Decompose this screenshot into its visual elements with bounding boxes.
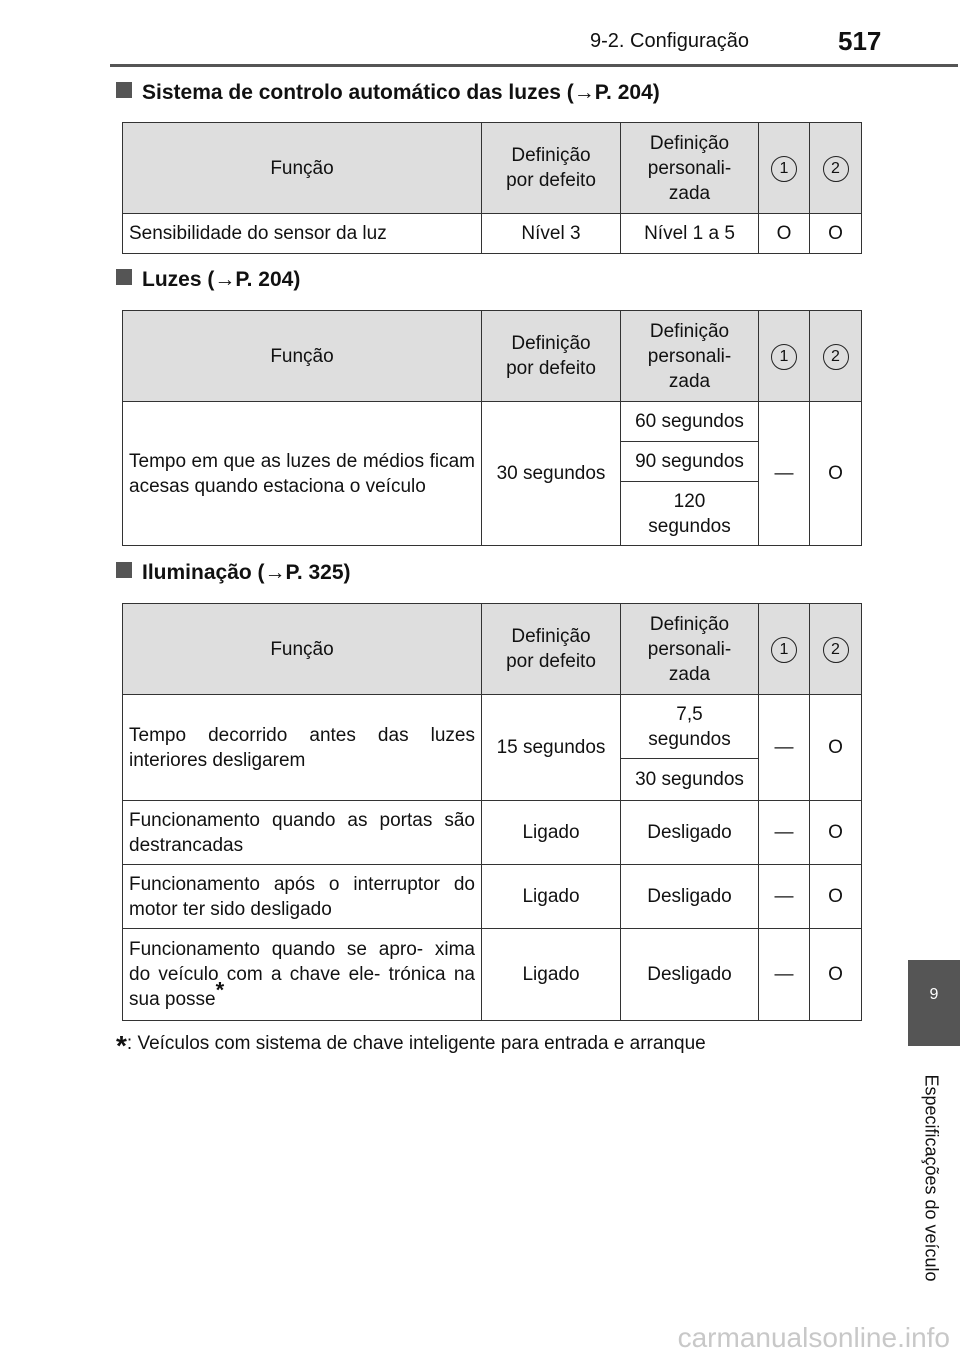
- cell-custom-option: 7,5 segundos: [621, 695, 759, 759]
- cell-c2: O: [810, 402, 862, 546]
- cell-funcao: Funcionamento quando as portas são destrancadas: [123, 801, 482, 865]
- cell-funcao: Sensibilidade do sensor da luz: [123, 214, 482, 254]
- footnote-text: : Veículos com sistema de chave inteligente para entrada e arranque: [126, 1033, 706, 1054]
- col-header-2: [810, 311, 862, 402]
- col-header-custom: Definição personali- zada: [621, 604, 759, 695]
- chapter-label: Especificações do veículo: [921, 1074, 942, 1282]
- chapter-label-vertical: [906, 1058, 956, 1298]
- footnote-asterisk: *: [116, 1030, 127, 1061]
- col-header-default: Definição por defeito: [482, 604, 621, 695]
- chapter-tab: [908, 960, 960, 1046]
- footnote: [116, 1030, 706, 1062]
- header-rule: [110, 64, 958, 67]
- col-header-2: [810, 604, 862, 695]
- cell-c1: —: [759, 929, 810, 1021]
- cell-custom: Nível 1 a 5: [621, 214, 759, 254]
- table-header-row: [123, 604, 862, 695]
- cell-custom-option: 60 segundos: [621, 402, 759, 442]
- section-heading-illumination: [116, 561, 351, 585]
- bullet-square-icon: [116, 562, 132, 578]
- cell-default: Nível 3: [482, 214, 621, 254]
- circled-2-icon: 2: [823, 344, 849, 370]
- header-section-title: 9-2. Configuração: [590, 30, 749, 52]
- col-header-default: Definição por defeito: [482, 123, 621, 214]
- col-header-1: [759, 311, 810, 402]
- cell-default: 15 segundos: [482, 695, 621, 801]
- col-header-1: [759, 123, 810, 214]
- table-row: [123, 214, 862, 254]
- cell-funcao: Funcionamento após o interruptor do motor ter sido desligado: [123, 865, 482, 929]
- col-header-custom: Definição personali- zada: [621, 123, 759, 214]
- cell-c1: —: [759, 402, 810, 546]
- table-row: [123, 801, 862, 865]
- bullet-square-icon: [116, 82, 132, 98]
- cell-funcao: Tempo decorrido antes das luzes interiores desligarem: [123, 695, 482, 801]
- cell-c2: O: [810, 801, 862, 865]
- settings-table-illumination: [122, 603, 862, 1021]
- cell-c1: —: [759, 801, 810, 865]
- cell-c1: —: [759, 695, 810, 801]
- cell-custom-option: 120 segundos: [621, 482, 759, 546]
- col-header-default: Definição por defeito: [482, 311, 621, 402]
- cell-funcao: Funcionamento quando se apro- xima do veículo com a chave ele- trónica na sua posse*: [123, 929, 482, 1021]
- col-header-funcao: Função: [123, 604, 482, 695]
- cell-custom: Desligado: [621, 865, 759, 929]
- table-row: [123, 865, 862, 929]
- col-header-funcao: Função: [123, 311, 482, 402]
- page-number: 517: [838, 26, 882, 56]
- section-title: Luzes (→P. 204): [142, 268, 301, 291]
- cell-c1: O: [759, 214, 810, 254]
- cell-c2: O: [810, 695, 862, 801]
- cell-default: 30 segundos: [482, 402, 621, 546]
- circled-1-icon: 1: [771, 344, 797, 370]
- bullet-square-icon: [116, 269, 132, 285]
- cell-default: Ligado: [482, 865, 621, 929]
- circled-2-icon: 2: [823, 637, 849, 663]
- col-header-1: [759, 604, 810, 695]
- circled-1-icon: 1: [771, 637, 797, 663]
- cell-custom-option: 90 segundos: [621, 442, 759, 482]
- col-header-custom: Definição personali- zada: [621, 311, 759, 402]
- section-title: Sistema de controlo automático das luzes (→P. 204): [142, 81, 660, 104]
- cell-default: Ligado: [482, 801, 621, 865]
- cell-c2: O: [810, 214, 862, 254]
- cell-funcao: Tempo em que as luzes de médios ficam acesas quando estaciona o veículo: [123, 402, 482, 546]
- col-header-funcao: Função: [123, 123, 482, 214]
- footnote-marker: *: [215, 977, 225, 1003]
- table-row: [123, 929, 862, 1021]
- settings-table-auto-lights: [122, 122, 862, 254]
- cell-c1: —: [759, 865, 810, 929]
- table-header-row: [123, 123, 862, 214]
- watermark: carmanualsonline.info: [677, 1322, 950, 1353]
- table-header-row: [123, 311, 862, 402]
- section-heading-auto-lights: [116, 81, 660, 105]
- cell-c2: O: [810, 929, 862, 1021]
- circled-2-icon: 2: [823, 156, 849, 182]
- circled-1-icon: 1: [771, 156, 797, 182]
- table-row: [123, 402, 862, 442]
- cell-c2: O: [810, 865, 862, 929]
- cell-default: Ligado: [482, 929, 621, 1021]
- section-heading-lights: [116, 268, 300, 292]
- chapter-number: 9: [929, 986, 939, 1003]
- table-row: [123, 695, 862, 759]
- cell-custom: Desligado: [621, 801, 759, 865]
- settings-table-lights: [122, 310, 862, 546]
- section-title: Iluminação (→P. 325): [142, 561, 351, 584]
- cell-custom: Desligado: [621, 929, 759, 1021]
- col-header-2: [810, 123, 862, 214]
- cell-custom-option: 30 segundos: [621, 759, 759, 801]
